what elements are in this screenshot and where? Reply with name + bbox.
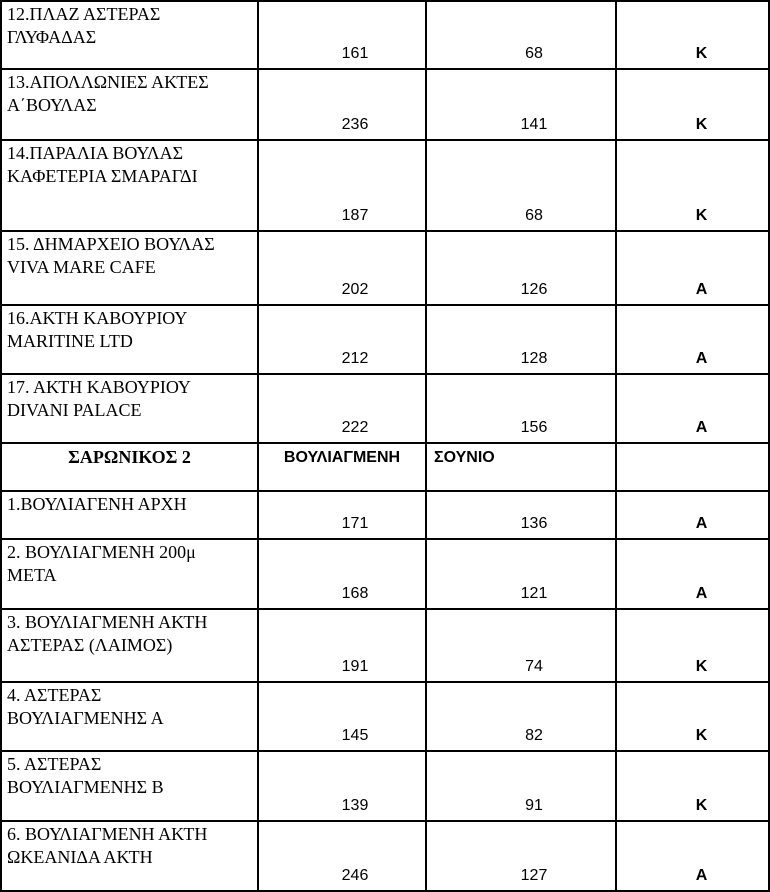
table-row — [1, 751, 769, 821]
flag-cell: Α — [616, 374, 769, 443]
table-row — [1, 231, 769, 305]
distance-value-cell: 161 — [258, 1, 426, 69]
flag-cell: Α — [616, 539, 769, 609]
table-row — [1, 491, 769, 539]
location-name-line1: 5. ΑΣΤΕΡΑΣ — [7, 754, 102, 774]
distance-value-cell: 212 — [258, 305, 426, 374]
location-name-cell — [1, 682, 258, 751]
location-name-line1: 13.ΑΠΟΛΛΩΝΙΕΣ ΑΚΤΕΣ — [7, 72, 209, 92]
distance-value-cell: 136 — [426, 491, 616, 539]
flag-cell: Α — [616, 231, 769, 305]
location-name-line1: 1.ΒΟΥΛΙΑΓΕΝΗ ΑΡΧΗ — [7, 494, 187, 514]
flag-cell: Α — [616, 491, 769, 539]
flag-cell: Κ — [616, 751, 769, 821]
location-name-line1: 6. ΒΟΥΛΙΑΓΜΕΝΗ ΑΚΤΗ — [7, 824, 208, 844]
distance-value-cell: 156 — [426, 374, 616, 443]
location-name-line2: ΓΛΥΦΑΔΑΣ — [7, 27, 97, 47]
flag-cell: Κ — [616, 140, 769, 231]
distance-value-cell: 139 — [258, 751, 426, 821]
distance-value-cell: 121 — [426, 539, 616, 609]
location-name-line1: 17. ΑΚΤΗ ΚΑΒΟΥΡΙΟΥ — [7, 377, 191, 397]
distance-value-cell: 68 — [426, 1, 616, 69]
distance-value-cell: 171 — [258, 491, 426, 539]
location-name-line1: 14.ΠΑΡΑΛΙΑ ΒΟΥΛΑΣ — [7, 143, 184, 163]
distance-value-cell: 246 — [258, 821, 426, 891]
flag-cell: Κ — [616, 1, 769, 69]
section-title: ΣΑΡΩΝΙΚΟΣ 2 — [1, 443, 258, 491]
table-row — [1, 539, 769, 609]
distance-value-cell: 187 — [258, 140, 426, 231]
flag-cell: Κ — [616, 609, 769, 682]
column-header-vouliagmeni: ΒΟΥΛΙΑΓΜΕΝΗ — [258, 443, 426, 491]
location-name-line2: DIVANI PALACE — [7, 400, 142, 420]
location-name-line2: ΩΚΕΑΝΙΔΑ ΑΚΤΗ — [7, 847, 153, 867]
table-row — [1, 1, 769, 69]
location-name-line1: 2. ΒΟΥΛΙΑΓΜΕΝΗ 200μ — [7, 542, 196, 562]
table-row — [1, 69, 769, 140]
location-name-cell — [1, 609, 258, 682]
table-row — [1, 609, 769, 682]
distance-value-cell: 141 — [426, 69, 616, 140]
location-name-cell — [1, 1, 258, 69]
distance-value-cell: 202 — [258, 231, 426, 305]
location-name-cell — [1, 751, 258, 821]
section-header-row — [1, 443, 769, 491]
table-row — [1, 305, 769, 374]
flag-cell: Α — [616, 305, 769, 374]
location-name-line2: Α΄ΒΟΥΛΑΣ — [7, 95, 97, 115]
location-name-line2: ΚΑΦΕΤΕΡΙΑ ΣΜΑΡΑΓΔΙ — [7, 166, 198, 186]
distance-value-cell: 191 — [258, 609, 426, 682]
location-name-line1: 16.ΑΚΤΗ ΚΑΒΟΥΡΙΟΥ — [7, 308, 188, 328]
flag-cell: Κ — [616, 682, 769, 751]
location-name-line2: VIVA MARE CAFE — [7, 257, 156, 277]
location-name-cell — [1, 491, 258, 539]
column-header-sounio: ΣΟΥΝΙΟ — [426, 443, 616, 491]
location-name-line2: ΜΕΤΑ — [7, 565, 57, 585]
distance-value-cell: 168 — [258, 539, 426, 609]
flag-cell: Α — [616, 821, 769, 891]
location-name-line2: ΒΟΥΛΙΑΓΜΕΝΗΣ Β — [7, 777, 164, 797]
distance-value-cell: 82 — [426, 682, 616, 751]
distance-value-cell: 222 — [258, 374, 426, 443]
location-name-cell — [1, 305, 258, 374]
location-name-cell — [1, 140, 258, 231]
location-name-line1: 3. ΒΟΥΛΙΑΓΜΕΝΗ ΑΚΤΗ — [7, 612, 208, 632]
table-row — [1, 140, 769, 231]
table-row — [1, 821, 769, 891]
location-name-cell — [1, 374, 258, 443]
distance-value-cell: 74 — [426, 609, 616, 682]
location-name-line1: 4. ΑΣΤΕΡΑΣ — [7, 685, 102, 705]
location-name-cell — [1, 69, 258, 140]
table-row — [1, 682, 769, 751]
distance-value-cell: 128 — [426, 305, 616, 374]
location-name-line2: ΑΣΤΕΡΑΣ (ΛΑΙΜΟΣ) — [7, 635, 173, 655]
location-name-cell — [1, 539, 258, 609]
location-name-line1: 12.ΠΛΑΖ ΑΣΤΕΡΑΣ — [7, 4, 161, 24]
distance-value-cell: 145 — [258, 682, 426, 751]
distance-value-cell: 91 — [426, 751, 616, 821]
distance-value-cell: 126 — [426, 231, 616, 305]
distance-value-cell: 127 — [426, 821, 616, 891]
location-name-line1: 15. ΔΗΜΑΡΧΕΙΟ ΒΟΥΛΑΣ — [7, 234, 215, 254]
location-name-cell — [1, 821, 258, 891]
flag-cell: Κ — [616, 69, 769, 140]
column-header-empty — [616, 443, 769, 491]
location-name-cell — [1, 231, 258, 305]
table-row — [1, 374, 769, 443]
location-name-line2: MARITINE LTD — [7, 331, 133, 351]
location-name-line2: ΒΟΥΛΙΑΓΜΕΝΗΣ Α — [7, 708, 164, 728]
distance-value-cell: 236 — [258, 69, 426, 140]
distance-value-cell: 68 — [426, 140, 616, 231]
